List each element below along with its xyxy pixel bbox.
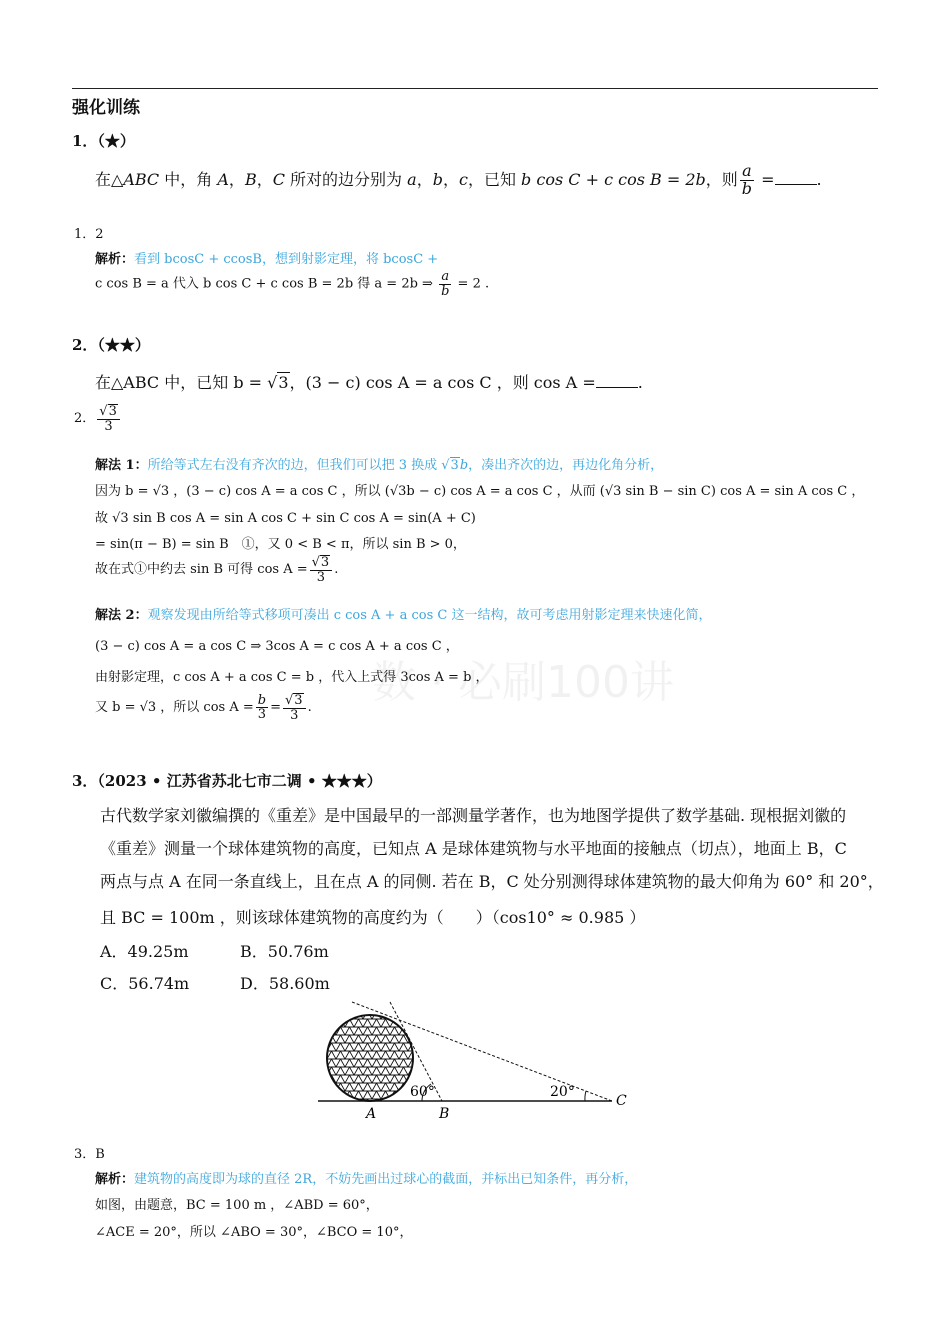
- q2-head: 2．（★★）: [72, 336, 150, 354]
- q3-option-d: D．58.60m: [240, 974, 330, 993]
- q3-line1: 古代数学家刘徽编撰的《重差》是中国最早的一部测量学著作，也为地图学提供了数学基础. 现根据刘徽的: [100, 806, 847, 825]
- top-rule: [72, 88, 878, 89]
- a2-line1: 因为 b = √3 ，(3 − c) cos A = a cos C ，所以 (√3b − c) cos A = a cos C ，从而 (√3 sin B − sin C) cos A = sin A cos C ，: [95, 484, 865, 499]
- section-title: 强化训练: [72, 98, 140, 118]
- a1-num: 1．2: [74, 227, 104, 242]
- watermark: 数 · 必刷100讲: [372, 657, 674, 708]
- a2-line7: 又 b = √3 ，所以 cos A = $\frac{b}{3}$ = $\frac{√3}{3}$ .: [95, 692, 312, 723]
- q3-option-c: C．56.74m: [100, 974, 190, 993]
- q1-head: 1．（★）: [72, 132, 135, 150]
- point-b-label: B: [439, 1106, 450, 1122]
- q3-head: 3．（2023 • 江苏省苏北七市二调 • ★★★）: [72, 772, 382, 790]
- a1-hint: 解析：看到 bcosC + ccosB，想到射影定理，将 bcosC +: [95, 252, 439, 267]
- a2-line5: (3 − c) cos A = a cos C ⇒ 3cos A = c cos A + a cos C ，: [95, 639, 459, 654]
- a2-line2: 故 √3 sin B cos A = sin A cos C + sin C cos A = sin(A + C): [95, 511, 476, 526]
- q3-line3: 两点与点 A 在同一条直线上，且在点 A 的同侧. 若在 B，C 处分别测得球体建筑物的最大仰角为 60° 和 20°，: [100, 872, 884, 891]
- a2-line3: = sin(π − B) = sin B ①，又 0 < B < π，所以 sin B > 0，: [95, 537, 466, 552]
- a2-m1-hint: 解法 1：所给等式左右没有齐次的边，但我们可以把 3 换成 √3b，凑出齐次的边，再边化角分析，: [95, 458, 664, 473]
- a1-line2: c cos B = a 代入 b cos C + c cos B = 2b 得 a = 2b ⇒ $\frac{a}{b}$ = 2 .: [95, 269, 490, 299]
- a2-line6: 由射影定理，c cos A + a cos C = b ，代入上式得 3cos A = b ，: [95, 670, 489, 685]
- q3-line4: 且 BC = 100m ，则该球体建筑物的高度约为（ ）（cos10° ≈ 0.985 ）: [100, 908, 646, 927]
- point-a-label: A: [366, 1106, 377, 1122]
- a3-line1: 如图，由题意，BC = 100 m ，∠ABD = 60°，: [95, 1198, 379, 1213]
- sphere-figure: [300, 995, 640, 1125]
- q3-option-b: B．50.76m: [240, 942, 329, 961]
- a3-hint: 解析：建筑物的高度即为球的直径 2R，不妨先画出过球心的截面，并标出已知条件，再分析，: [95, 1172, 638, 1187]
- a2-m2-hint: 解法 2：观察发现由所给等式移项可凑出 c cos A + a cos C 这一结构，故可考虑用射影定理来快速化简，: [95, 608, 712, 623]
- angle-20-label: 20°: [550, 1084, 575, 1100]
- angle-60-label: 60°: [410, 1084, 435, 1100]
- a2-num: 2． $\frac{√3}{3}$: [74, 404, 122, 433]
- a3-num: 3．B: [74, 1147, 105, 1162]
- point-c-label: C: [616, 1093, 627, 1109]
- q2-text: 在△ABC 中，已知 b = √3，(3 − c) cos A = a cos C ，则 cos A = .: [95, 373, 643, 392]
- a2-line4: 故在式①中约去 sin B 可得 cos A = $\frac{√3}{3}$ .: [95, 555, 339, 585]
- q1-text: 在△ABC 中，角 A，B，C 所对的边分别为 a，b，c，已知 b cos C + c cos B = 2b，则 $\frac{a}{b}$ = .: [95, 161, 822, 198]
- q3-option-a: A．49.25m: [100, 942, 189, 961]
- q3-line2: 《重差》测量一个球体建筑物的高度，已知点 A 是球体建筑物与水平地面的接触点（切点），地面上 B，C: [100, 839, 847, 858]
- a3-line2: ∠ACE = 20°，所以 ∠ABO = 30°，∠BCO = 10°，: [95, 1225, 413, 1240]
